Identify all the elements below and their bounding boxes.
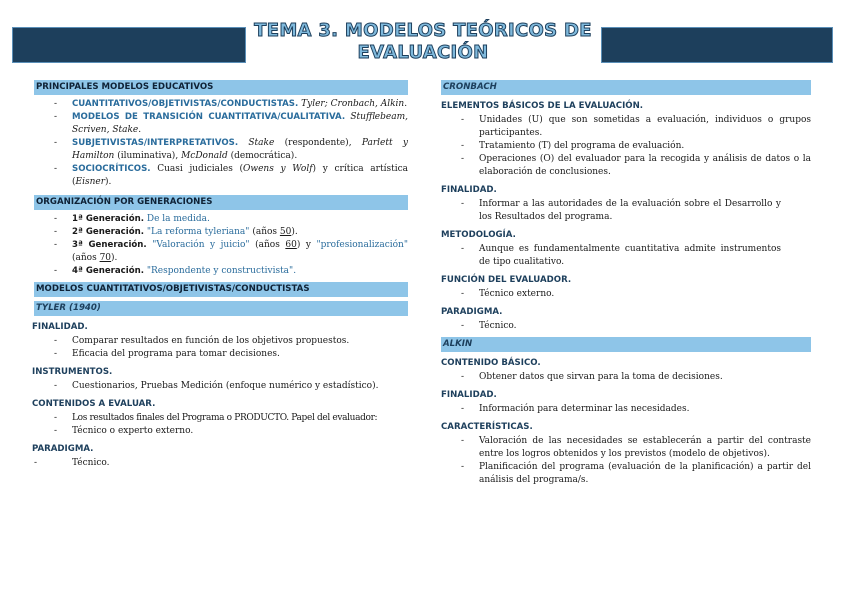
tyler-finalidad-heading: FINALIDAD. (32, 322, 88, 332)
list-item: - Cuestionarios, Pruebas Medición (enfoque numérico y estadístico). (34, 380, 408, 393)
list-item: - Operaciones (O) del evaluador para la recogida y análisis de datos o la elaboración de conclusiones. (441, 153, 811, 179)
header-bar-right (601, 27, 833, 63)
alkin-contenido-list (441, 371, 811, 384)
cronbach-funcion-heading: FUNCIÓN DEL EVALUADOR. (441, 275, 572, 285)
list-item: - SOCIOCRÍTICOS. Cuasi judiciales (Owens y Wolf) y crítica artística (Eisner). (34, 163, 408, 189)
cronbach-funcion-list (441, 288, 811, 301)
header-bar-left (12, 27, 246, 63)
list-item: - Eficacia del programa para tomar decisiones. (34, 348, 408, 361)
alkin-caracteristicas-heading: CARACTERÍSTICAS. (441, 422, 533, 432)
tyler-instrumentos-heading: INSTRUMENTOS. (32, 367, 113, 377)
list-item: - Valoración de las necesidades se establecerán a partir del contraste entre los logros obtenidos y los previstos (modelo de objetivos). (441, 435, 811, 461)
alkin-caracteristicas-list (441, 435, 811, 487)
list-item: - SUBJETIVISTAS/INTERPRETATIVOS. Stake (respondente), Parlett y Hamilton (iluminativa), McDonald (democrática). (34, 137, 408, 163)
list-item: - MODELOS DE TRANSICIÓN CUANTITATIVA/CUALITATIVA. Stufflebeam, Scriven, Stake. (34, 111, 408, 137)
alkin-finalidad-heading: FINALIDAD. (441, 390, 497, 400)
list-item: - 1ª Generación. De la medida. (34, 213, 408, 226)
list-item: - Técnico. (441, 320, 811, 333)
tyler-finalidad-list (34, 335, 408, 361)
list-item: - Obtener datos que sirvan para la toma de decisiones. (441, 371, 811, 384)
cronbach-paradigma-heading: PARADIGMA. (441, 307, 503, 317)
section-generaciones-heading: ORGANIZACIÓN POR GENERACIONES (34, 195, 408, 210)
list-item: - Tratamiento (T) del programa de evaluación. (441, 140, 811, 153)
list-item: - Informar a las autoridades de la evaluación sobre el Desarrollo y los Resultados del programa. (441, 198, 811, 224)
list-item: - Comparar resultados en función de los objetivos propuestos. (34, 335, 408, 348)
section-principales-heading: PRINCIPALES MODELOS EDUCATIVOS (34, 80, 408, 95)
tyler-paradigma-list (34, 457, 408, 470)
principales-list (34, 98, 408, 189)
list-item: - Técnico. (34, 457, 408, 470)
cronbach-paradigma-list (441, 320, 811, 333)
list-item: - CUANTITATIVOS/OBJETIVISTAS/CONDUCTISTAS. Tyler; Cronbach, Alkin. (34, 98, 408, 111)
generaciones-list (34, 213, 408, 278)
list-item: - 4ª Generación. "Respondente y constructivista". (34, 265, 408, 278)
tyler-label: TYLER (1940) (34, 301, 408, 316)
right-column (441, 80, 811, 487)
page-title (250, 20, 596, 64)
left-column (34, 80, 408, 470)
title-line-1: TEMA 3. MODELOS TEÓRICOS DE (254, 20, 592, 41)
list-item: - Planificación del programa (evaluación de la planificación) a partir del análisis del programa/s. (441, 461, 811, 487)
list-item: - 3ª Generación. "Valoración y juicio" (años 60) y "profesionalización" (años 70). (34, 239, 408, 265)
tyler-instrumentos-list (34, 380, 408, 393)
list-item: - Información para determinar las necesidades. (441, 403, 811, 416)
list-item: - 2ª Generación. "La reforma tyleriana" (años 50). (34, 226, 408, 239)
list-item: - Aunque es fundamentalmente cuantitativa admite instrumentos de tipo cualitativo. (441, 243, 811, 269)
list-item: - Técnico o experto externo. (34, 425, 408, 438)
tyler-contenidos-heading: CONTENIDOS A EVALUAR. (32, 399, 156, 409)
cronbach-metodologia-list (441, 243, 811, 269)
list-item: - Unidades (U) que son sometidas a evaluación, individuos o grupos participantes. (441, 114, 811, 140)
list-item: - Técnico externo. (441, 288, 811, 301)
cronbach-label: CRONBACH (441, 80, 811, 95)
cronbach-elementos-list (441, 114, 811, 179)
list-item: - Los resultados finales del Programa o PRODUCTO. Papel del evaluador: (34, 412, 408, 425)
tyler-paradigma-heading: PARADIGMA. (32, 444, 94, 454)
title-line-2: EVALUACIÓN (357, 42, 489, 63)
alkin-contenido-heading: CONTENIDO BÁSICO. (441, 358, 541, 368)
alkin-finalidad-list (441, 403, 811, 416)
cronbach-finalidad-heading: FINALIDAD. (441, 185, 497, 195)
section-cuantitativos-heading: MODELOS CUANTITATIVOS/OBJETIVISTAS/CONDUCTISTAS (34, 282, 408, 297)
cronbach-finalidad-list (441, 198, 811, 224)
cronbach-metodologia-heading: METODOLOGÍA. (441, 230, 516, 240)
tyler-contenidos-list (34, 412, 408, 438)
alkin-label: ALKIN (441, 337, 811, 352)
cronbach-elementos-heading: ELEMENTOS BÁSICOS DE LA EVALUACIÓN. (441, 101, 644, 111)
